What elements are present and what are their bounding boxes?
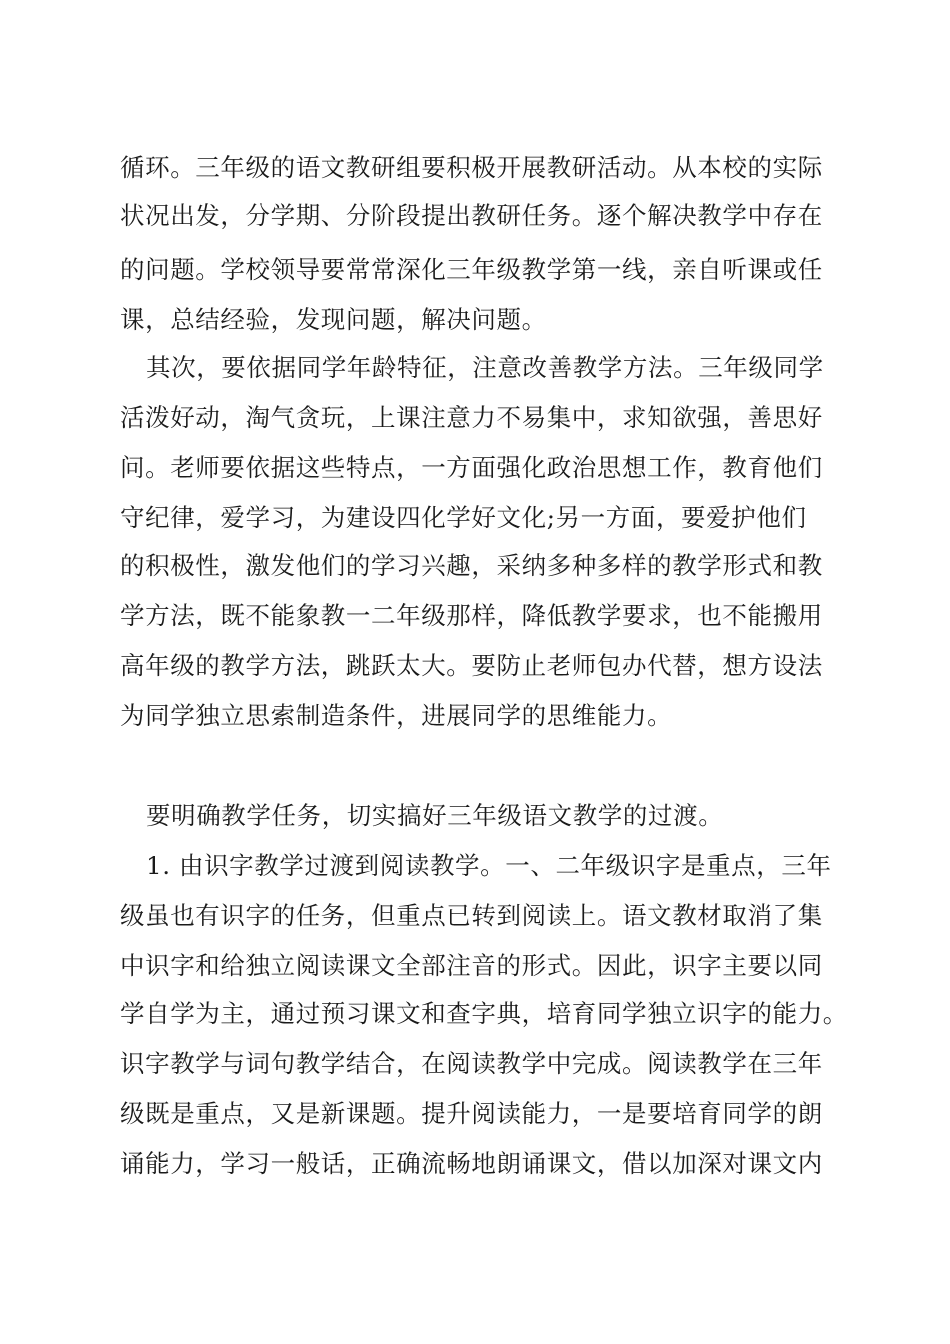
- text-line: 高年级的教学方法，跳跃太大。要防止老师包办代替，想方设法: [120, 651, 823, 680]
- text-line: 守纪律，爱学习，为建设四化学好文化;另一方面，要爱护他们: [120, 503, 807, 532]
- text-line: 循环。三年级的语文教研组要积极开展教研活动。从本校的实际: [120, 153, 823, 182]
- text-line: 学自学为主，通过预习课文和查字典，培育同学独立识字的能力。: [120, 999, 848, 1028]
- text-line: 学方法，既不能象教一二年级那样，降低教学要求，也不能搬用: [120, 601, 823, 630]
- text-line: 级虽也有识字的任务，但重点已转到阅读上。语文教材取消了集: [120, 901, 823, 930]
- text-line: 识字教学与词句教学结合，在阅读教学中完成。阅读教学在三年: [120, 1049, 823, 1078]
- text-line: 为同学独立思索制造条件，进展同学的思维能力。: [120, 701, 673, 730]
- text-line: 活泼好动，淘气贪玩，上课注意力不易集中，求知欲强，善思好: [120, 403, 823, 432]
- text-line: 的积极性，激发他们的学习兴趣，采纳多种多样的教学形式和教: [120, 551, 823, 580]
- text-line: 中识字和给独立阅读课文全部注音的形式。因此，识字主要以同: [120, 951, 823, 980]
- text-line: 1. 由识字教学过渡到阅读教学。一、二年级识字是重点，三年: [146, 851, 832, 880]
- text-line: 诵能力，学习一般话，正确流畅地朗诵课文，借以加深对课文内: [120, 1149, 823, 1178]
- text-line: 级既是重点，又是新课题。提升阅读能力，一是要培育同学的朗: [120, 1099, 823, 1128]
- text-line: 的问题。学校领导要常常深化三年级教学第一线，亲自听课或任: [120, 255, 823, 284]
- text-line: 问。老师要依据这些特点，一方面强化政治思想工作，教育他们: [120, 453, 823, 482]
- text-line: 课，总结经验，发现问题，解决问题。: [120, 305, 547, 334]
- text-line: 要明确教学任务，切实搞好三年级语文教学的过渡。: [146, 801, 724, 830]
- text-line: 其次，要依据同学年龄特征，注意改善教学方法。三年级同学: [146, 353, 824, 382]
- text-line: 状况出发，分学期、分阶段提出教研任务。逐个解决教学中存在: [120, 201, 823, 230]
